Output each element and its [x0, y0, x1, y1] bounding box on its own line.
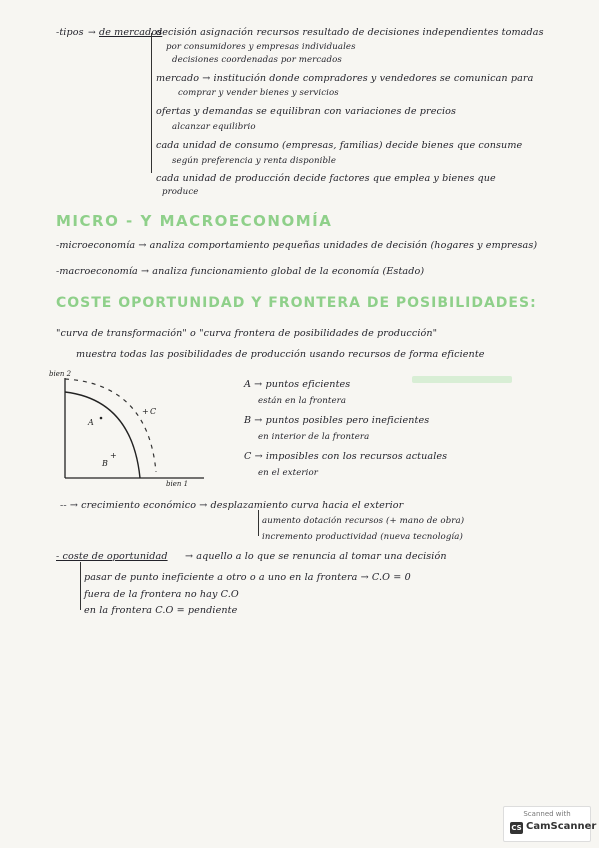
line-renuncia: → aquello a lo que se renuncia al tomar una decisión: [185, 551, 447, 562]
tree-bracket: [151, 33, 152, 173]
label-de-mercados: de mercados: [99, 27, 163, 38]
line-coordenadas: decisiones coordenadas por mercados: [172, 55, 342, 65]
line-equilibrio: alcanzar equilibrio: [172, 122, 256, 132]
line-muestra-posibilidades: muestra todas las posibilidades de producción usando recursos de forma eficiente: [76, 349, 485, 360]
point-a-label: A: [88, 418, 94, 427]
line-microeconomia: -microeconomía → analiza comportamiento pequeñas unidades de decisión (hogares y empresas): [56, 240, 538, 251]
heading-micro-macro: MICRO - Y MACROECONOMÍA: [56, 212, 333, 230]
point-c-mark: +: [142, 407, 149, 416]
line-fuera-frontera: fuera de la frontera no hay C.O: [84, 589, 239, 600]
label-tipos: -tipos: [56, 27, 84, 38]
line-asignacion: decisión asignación recursos resultado de decisiones independientes tomadas: [156, 27, 544, 38]
scanned-with-text: Scanned with: [523, 810, 571, 818]
point-b-label: B: [102, 459, 108, 468]
line-aumento-dotacion: aumento dotación recursos (+ mano de obra): [262, 516, 465, 526]
ppf-graph: [44, 370, 214, 490]
legend-c-2: en el exterior: [258, 468, 318, 478]
line-curva-transformacion: "curva de transformación" o "curva frontera de posibilidades de producción": [56, 328, 438, 339]
line-incremento-productividad: incremento productividad (nueva tecnología): [262, 532, 463, 542]
growth-bracket: [258, 510, 259, 536]
cost-bracket: [80, 562, 81, 610]
label-coste-oportunidad: - coste de oportunidad: [56, 551, 168, 562]
point-b-mark: +: [110, 451, 117, 460]
camscanner-logo-icon: CS: [511, 824, 522, 832]
x-axis-label: bien 1: [166, 480, 189, 488]
line-produce: produce: [162, 187, 199, 197]
legend-b-1: B → puntos posibles pero ineficientes: [244, 415, 430, 426]
green-smudge: [412, 376, 512, 383]
legend-b-2: en interior de la frontera: [258, 432, 370, 442]
line-preferencia: según preferencia y renta disponible: [172, 156, 337, 166]
heading-coste-frontera: COSTE OPORTUNIDAD Y FRONTERA DE POSIBILIDADES:: [56, 295, 537, 311]
camscanner-badge: [503, 806, 597, 842]
line-comprar-vender: comprar y vender bienes y servicios: [178, 88, 339, 98]
legend-c-1: C → imposibles con los recursos actuales: [244, 451, 448, 462]
point-a: [100, 417, 103, 420]
line-en-frontera: en la frontera C.O = pendiente: [84, 605, 238, 616]
line-ofertas: ofertas y demandas se equilibran con variaciones de precios: [156, 106, 457, 117]
legend-a-2: están en la frontera: [258, 396, 347, 406]
line-crecimiento: -- → crecimiento económico → desplazamiento curva hacia el exterior: [60, 500, 404, 511]
line-macroeconomia: -macroeconomía → analiza funcionamiento global de la economía (Estado): [56, 266, 425, 277]
legend-a-1: A → puntos eficientes: [244, 379, 351, 390]
camscanner-text: CamScanner: [526, 821, 597, 832]
line-mercado: mercado → institución donde compradores y vendedores se comunican para: [156, 73, 534, 84]
arrow: →: [88, 27, 96, 38]
line-unidad-produccion: cada unidad de producción decide factores que emplea y bienes que: [156, 173, 496, 184]
line-punto-ineficiente: pasar de punto ineficiente a otro o a uno en la frontera → C.O = 0: [84, 572, 411, 583]
line-consumidores: por consumidores y empresas individuales: [166, 42, 356, 52]
y-axis-label: bien 2: [49, 370, 72, 378]
point-c-label: C: [150, 407, 157, 416]
line-unidad-consumo: cada unidad de consumo (empresas, familias) decide bienes que consume: [156, 140, 523, 151]
